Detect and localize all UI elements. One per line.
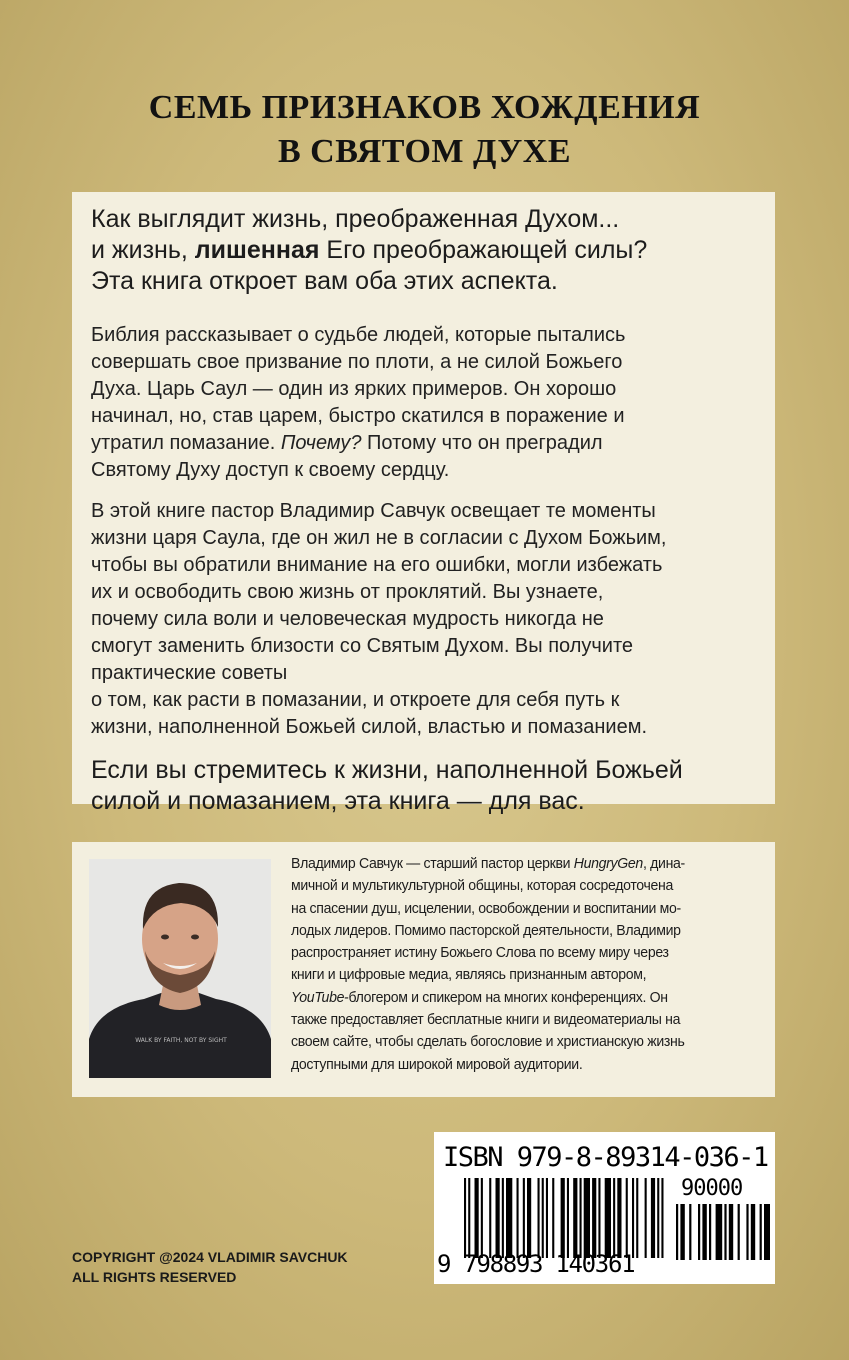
p1-line: совершать свое призвание по плоти, а не силой Божьего: [91, 351, 623, 373]
bio-line: доступными для широкой мировой аудитории.: [291, 1055, 583, 1073]
barcode-bar: [657, 1178, 659, 1258]
p2-line: их и освободить свою жизнь от проклятий. Вы узнаете,: [91, 581, 604, 603]
paragraph-2: [91, 498, 757, 741]
barcode-bar: [636, 1178, 638, 1258]
barcode-bar: [626, 1178, 628, 1258]
lead-line-3: Эта книга откроет вам оба этих аспекта.: [91, 267, 558, 295]
closing-line-2: силой и помазанием, эта книга — для вас.: [91, 787, 585, 815]
barcode-bar: [592, 1178, 596, 1258]
barcode-bar: [552, 1178, 554, 1258]
title-line-2: В СВЯТОМ ДУХЕ: [277, 133, 572, 170]
barcode-bar: [542, 1178, 544, 1258]
barcode-bar: [651, 1178, 655, 1258]
author-panel: [72, 842, 775, 1097]
barcode-bar: [561, 1178, 565, 1258]
bio-line: книги и цифровые медиа, являясь признанным автором,: [291, 966, 647, 984]
bio-l7-post: -блогером и спикером на многих конференциях. Он: [344, 988, 668, 1006]
barcode-bar: [527, 1178, 531, 1258]
lead-line-1: Как выглядит жизнь, преображенная Духом...: [91, 205, 620, 233]
p1-line: Библия рассказывает о судьбе людей, которые пытались: [91, 324, 626, 346]
barcode-bar: [716, 1204, 723, 1260]
p2-line: жизни, наполненной Божьей силой, властью и помазанием.: [91, 716, 648, 738]
bio-line: своем сайте, чтобы сделать богословие и христианскую жизнь: [291, 1033, 685, 1051]
addon-bars: [674, 1204, 770, 1260]
barcode-bar: [680, 1204, 684, 1260]
closing-line-1: Если вы стремитесь к жизни, наполненной Божьей: [91, 756, 683, 784]
bio-line: лодых лидеров. Помимо пасторской деятельности, Владимир: [291, 921, 681, 939]
bio-church-name: HungryGen: [573, 855, 643, 872]
barcode-bar: [489, 1178, 491, 1258]
p1-line: [91, 430, 757, 457]
barcode-bar: [764, 1204, 770, 1260]
p2-line: В этой книге пастор Владимир Савчук освещает те моменты: [91, 500, 656, 522]
barcode-bar: [464, 1178, 466, 1258]
paragraph-1: [91, 322, 757, 484]
bio-line: [291, 853, 733, 875]
p2-line: практические советы: [91, 662, 288, 684]
barcode-bar: [632, 1178, 634, 1258]
barcode-bar: [676, 1204, 678, 1260]
bio-l1-pre: Владимир Савчук — старший пастор церкви: [291, 855, 574, 872]
copyright-line-1: COPYRIGHT @2024 VLADIMIR SAVCHUK: [72, 1249, 348, 1265]
bio-line: на спасении душ, исцелении, освобождении и воспитании мо-: [291, 899, 681, 917]
lead-line-2-pre: и жизнь,: [91, 236, 195, 264]
barcode-bar: [617, 1178, 621, 1258]
bio-l1-post: , дина-: [642, 855, 685, 872]
p2-line: смогут заменить близости со Святым Духом. Вы получите: [91, 635, 634, 657]
barcode-bar: [475, 1178, 479, 1258]
author-bio: [291, 853, 733, 1076]
barcode-bar: [702, 1204, 706, 1260]
barcode-bar: [573, 1178, 577, 1258]
p2-line: почему сила воли и человеческая мудрость никогда не: [91, 608, 604, 630]
copyright: [72, 1247, 348, 1287]
barcode-bar: [567, 1178, 569, 1258]
copyright-line-2: ALL RIGHTS RESERVED: [72, 1269, 237, 1285]
bio-line: мичной и мультикультурной общины, которая сосредоточена: [291, 877, 674, 895]
lead-text: [91, 204, 757, 297]
lead-line-2: [91, 235, 757, 266]
author-photo: [89, 859, 271, 1078]
bio-line: [291, 987, 733, 1009]
barcode-bar: [506, 1178, 512, 1258]
p2-line: жизни царя Саула, где он жил не в согласии с Духом Божьим,: [91, 527, 667, 549]
barcode-bar: [523, 1178, 525, 1258]
barcode-bar: [538, 1178, 540, 1258]
p2-line: о том, как расти в помазании, и откроете для себя путь к: [91, 689, 620, 711]
barcode-bar: [598, 1178, 600, 1258]
bio-line: также предоставляет бесплатные книги и видеоматериалы на: [291, 1011, 681, 1029]
barcode-bar: [468, 1178, 470, 1258]
p1-line5-pre: утратил помазание.: [91, 432, 281, 454]
barcode-bar: [481, 1178, 483, 1258]
isbn-barcode: [434, 1132, 775, 1284]
barcode-bar: [724, 1204, 726, 1260]
p1-italic-word: Почему?: [280, 432, 362, 454]
p1-line: начинал, но, став царем, быстро скатился в поражение и: [91, 405, 625, 427]
description-panel: [72, 192, 775, 815]
lead-line-2-post: Его преображающей силы?: [319, 236, 648, 264]
barcode-bar: [546, 1178, 548, 1258]
bio-youtube: YouTube: [291, 988, 345, 1006]
barcode-bar: [613, 1178, 615, 1258]
p1-line5-post: Потому что он преградил: [361, 432, 603, 454]
ean-bars: [464, 1178, 664, 1258]
book-title: [0, 86, 849, 174]
closing-text: [91, 755, 757, 817]
barcode-bar: [746, 1204, 748, 1260]
barcode-bar: [661, 1178, 663, 1258]
bio-line: распространяет истину Божьего Слова по всему миру через: [291, 944, 669, 962]
title-line-1: СЕМЬ ПРИЗНАКОВ ХОЖДЕНИЯ: [148, 89, 701, 126]
barcode-bar: [584, 1178, 590, 1258]
barcode-bar: [709, 1204, 711, 1260]
p1-line: Святому Духу доступ к своему сердцу.: [91, 459, 450, 481]
barcode-bar: [645, 1178, 647, 1258]
barcode-bar: [689, 1204, 691, 1260]
barcode-bar: [760, 1204, 762, 1260]
barcode-bar: [698, 1204, 700, 1260]
barcode-bar: [517, 1178, 519, 1258]
barcode-bar: [729, 1204, 733, 1260]
shirt-print: WALK BY FAITH, NOT BY SIGHT: [135, 1037, 227, 1044]
barcode-bar: [580, 1178, 582, 1258]
barcode-bar: [502, 1178, 504, 1258]
lead-bold-word: лишенная: [194, 236, 320, 264]
author-portrait-image: [89, 859, 271, 1078]
barcode-bar: [496, 1178, 500, 1258]
ean-digits: 9 798893 140361: [437, 1250, 635, 1278]
p1-line: Духа. Царь Саул — один из ярких примеров. Он хорошо: [91, 378, 617, 400]
isbn-number: ISBN 979-8-89314-036-1: [443, 1142, 768, 1173]
barcode-bar: [738, 1204, 740, 1260]
barcode-bar: [605, 1178, 611, 1258]
p2-line: чтобы вы обратили внимание на его ошибки, могли избежать: [91, 554, 663, 576]
barcode-bar: [751, 1204, 755, 1260]
price-code: 90000: [681, 1176, 743, 1201]
